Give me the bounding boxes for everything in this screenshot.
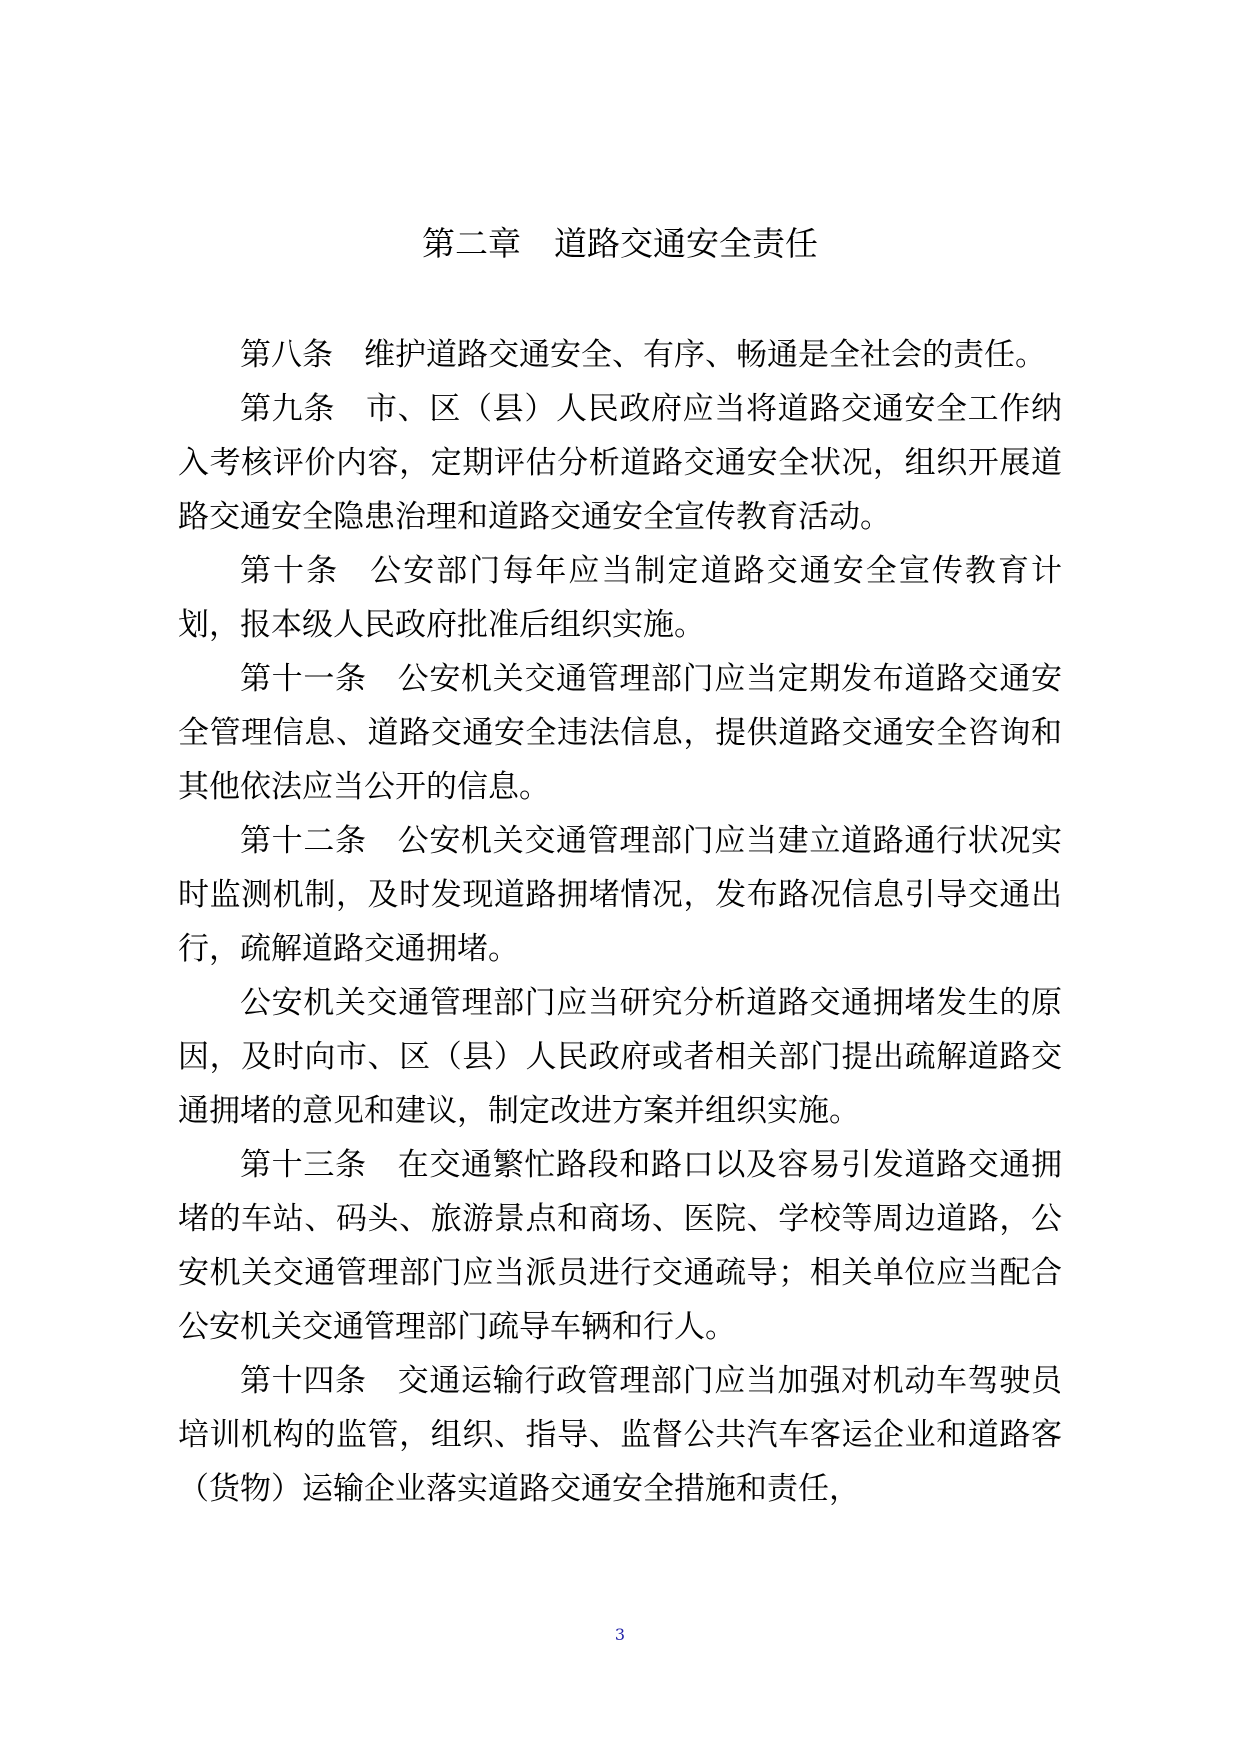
article-number: 第十四条 (240, 1363, 367, 1399)
article-text: 维护道路交通安全、有序、畅通是全社会的责任。 (364, 337, 1046, 373)
article-text: 公安机关交通管理部门应当定期发布道路交通安全管理信息、道路交通安全违法信息，提供道路交通安全咨询和其他依法应当公开的信息。 (178, 661, 1063, 805)
article-12 (178, 814, 1062, 976)
article-number: 第九条 (240, 391, 335, 427)
article-11 (178, 652, 1062, 814)
article-text: 在交通繁忙路段和路口以及容易引发道路交通拥堵的车站、码头、旅游景点和商场、医院、学校等周边道路，公安机关交通管理部门应当派员进行交通疏导；相关单位应当配合公安机关交通管理部门疏导车辆和行人。 (178, 1147, 1063, 1345)
article-text: 交通运输行政管理部门应当加强对机动车驾驶员培训机构的监管，组织、指导、监督公共汽车客运企业和道路客（货物）运输企业落实道路交通安全措施和责任， (178, 1363, 1063, 1507)
article-14 (178, 1354, 1062, 1516)
article-number: 第十条 (240, 553, 340, 589)
article-text: 公安机关交通管理部门应当研究分析道路交通拥堵发生的原因，及时向市、区（县）人民政府或者相关部门提出疏解道路交通拥堵的意见和建议，制定改进方案并组织实施。 (178, 985, 1062, 1129)
article-9 (178, 382, 1062, 544)
article-10 (178, 544, 1062, 652)
article-number: 第八条 (240, 337, 333, 373)
body-text (178, 328, 1062, 1516)
article-number: 第十一条 (240, 661, 367, 697)
chapter-title: 第二章 道路交通安全责任 (422, 224, 818, 263)
article-13 (178, 1138, 1062, 1354)
article-text: 公安机关交通管理部门应当建立道路通行状况实时监测机制，及时发现道路拥堵情况，发布路况信息引导交通出行，疏解道路交通拥堵。 (178, 823, 1063, 967)
article-text: 市、区（县）人民政府应当将道路交通安全工作纳入考核评价内容，定期评估分析道路交通安全状况，组织开展道路交通安全隐患治理和道路交通安全宣传教育活动。 (178, 391, 1062, 535)
article-8 (178, 328, 1062, 382)
article-number: 第十二条 (240, 823, 367, 859)
article-12-paragraph-2 (178, 976, 1062, 1138)
page-number: 3 (614, 1625, 626, 1644)
article-number: 第十三条 (240, 1147, 367, 1183)
article-text: 公安部门每年应当制定道路交通安全宣传教育计划，报本级人民政府批准后组织实施。 (178, 553, 1063, 643)
